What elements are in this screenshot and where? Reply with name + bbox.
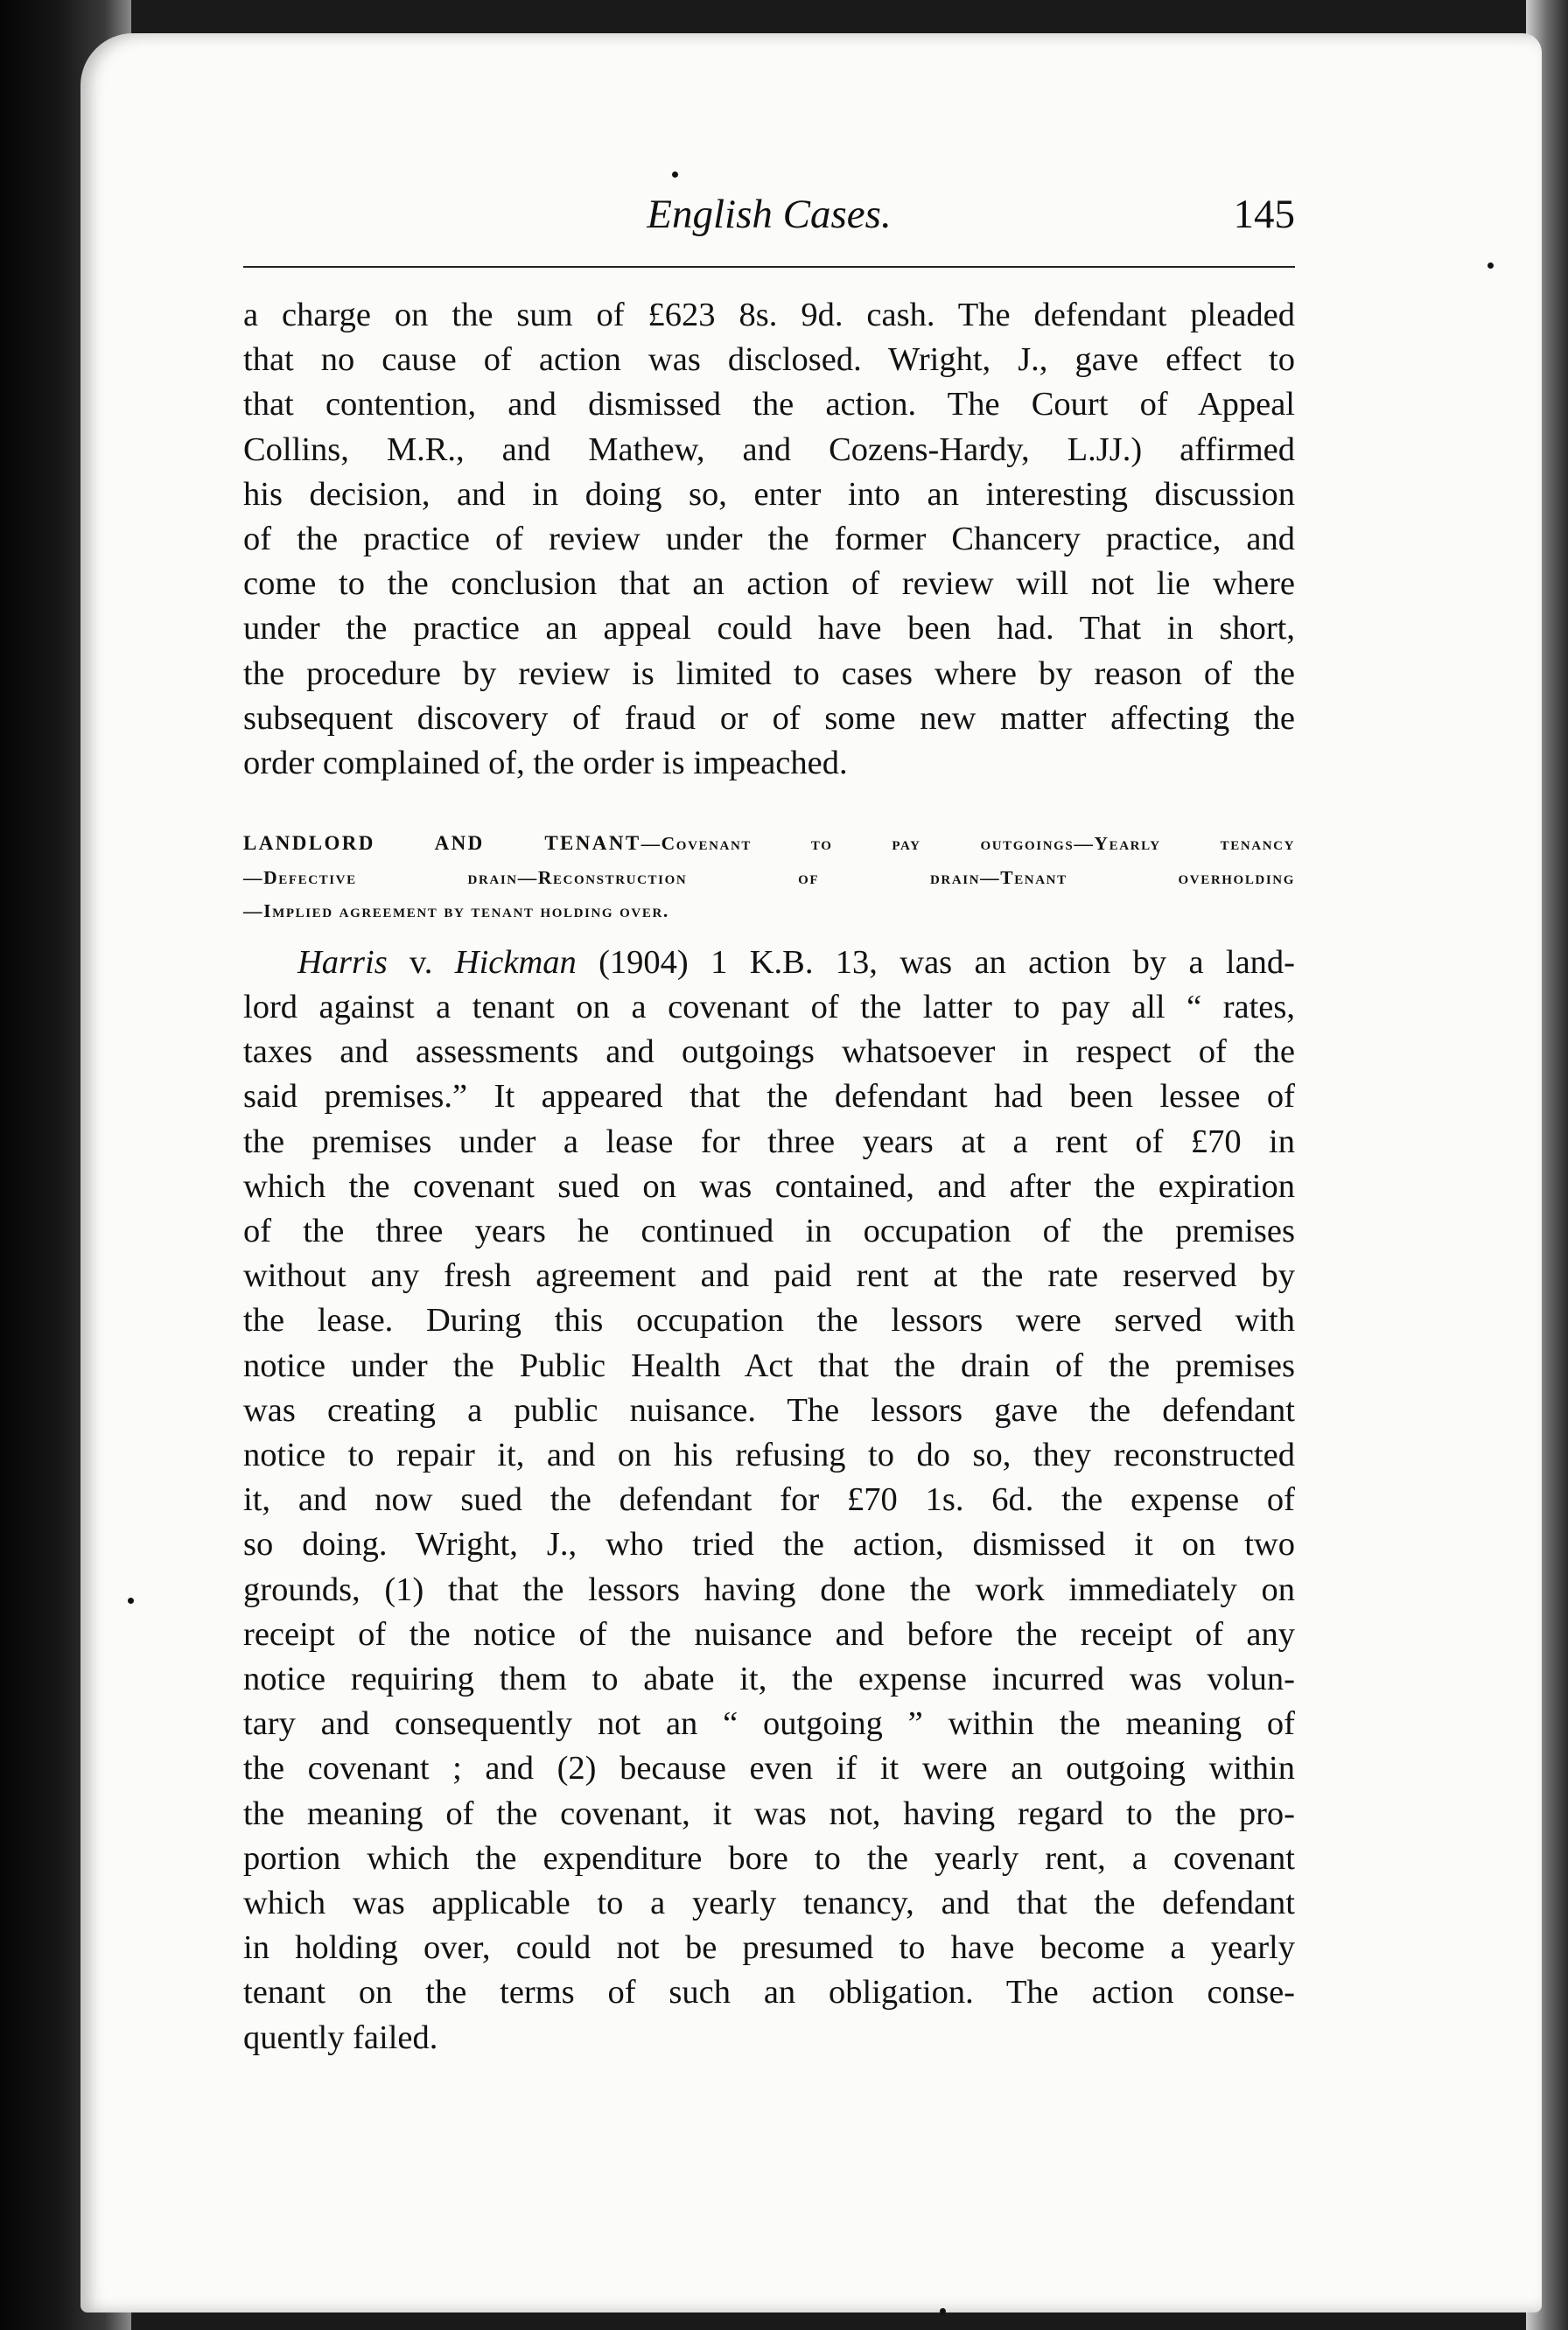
- text-line: the covenant ; and (2) because even if it were an outgoing within: [243, 1750, 1295, 1788]
- text-line: order complained of, the order is impeached.: [243, 745, 848, 782]
- text-line: without any fresh agreement and paid rent at the rate reserved by: [243, 1257, 1295, 1295]
- text-line: grounds, (1) that the lessors having done the work immediately on: [243, 1571, 1295, 1608]
- text-line: that contention, and dismissed the action. The Court of Appeal: [243, 386, 1295, 423]
- text-line: Collins, M.R., and Mathew, and Cozens-Hardy, L.JJ.) affirmed: [243, 430, 1295, 468]
- case-defendant: Hickman: [454, 943, 577, 981]
- text-line: the procedure by review is limited to cases where by reason of the: [243, 654, 1295, 692]
- text-line: was creating a public nuisance. The lessors gave the defendant: [243, 1391, 1295, 1429]
- text-line: subsequent discovery of fraud or of some new matter affecting the: [243, 699, 1295, 737]
- text-line: notice requiring them to abate it, the expense incurred was volun-: [243, 1660, 1295, 1697]
- running-title: English Cases.: [647, 192, 892, 237]
- text-line: the meaning of the covenant, it was not, having regard to the pro-: [243, 1795, 1295, 1832]
- text-line: of the three years he continued in occupation of the premises: [243, 1212, 1295, 1249]
- text-line: in holding over, could not be presumed to have become a yearly: [243, 1929, 1295, 1967]
- text-line: the lease. During this occupation the lessors were served with: [243, 1302, 1295, 1340]
- text-line: taxes and assessments and outgoings whatsoever in respect of the: [243, 1033, 1295, 1071]
- text-line: of the practice of review under the former Chancery practice, and: [243, 521, 1295, 558]
- text-line: come to the conclusion that an action of review will not lie where: [243, 565, 1295, 603]
- scan-speck: [128, 1598, 134, 1604]
- paragraph-previous-case: [243, 293, 1295, 786]
- heading-line: —Defective drain—Reconstruction of drain—Tenant overholding: [243, 866, 1295, 888]
- text-line: notice under the Public Health Act that the drain of the premises: [243, 1347, 1295, 1384]
- text-line: his decision, and in doing so, enter into an interesting discussion: [243, 475, 1295, 513]
- text-line: notice to repair it, and on his refusing to do so, they reconstructed: [243, 1436, 1295, 1473]
- text-line: it, and now sued the defendant for £70 1s. 6d. the expense of: [243, 1481, 1295, 1519]
- text-line: which the covenant sued on was contained, and after the expiration: [243, 1167, 1295, 1205]
- text-line: tary and consequently not an “ outgoing ” within the meaning of: [243, 1705, 1295, 1743]
- paragraph-harris-v-hickman: [243, 941, 1295, 2061]
- text-line: a charge on the sum of £623 8s. 9d. cash. The defendant pleaded: [243, 297, 1295, 333]
- text-line: said premises.” It appeared that the defendant had been lessee of: [243, 1078, 1295, 1116]
- text-line-case-name: [243, 941, 1295, 985]
- text-line: tenant on the terms of such an obligation. The action conse-: [243, 1974, 1295, 2012]
- body-text: [243, 293, 1295, 2061]
- text-line: so doing. Wright, J., who tried the action, dismissed it on two: [243, 1526, 1295, 1564]
- heading-subject: —Covenant to pay outgoings—Yearly tenancy: [640, 833, 1295, 855]
- text-line: the premises under a lease for three years at a rent of £70 in: [243, 1123, 1295, 1160]
- page-header: [243, 157, 1295, 271]
- case-versus: v.: [387, 943, 455, 981]
- text-line: portion which the expenditure bore to the yearly rent, a covenant: [243, 1839, 1295, 1877]
- page-number: 145: [1233, 192, 1295, 237]
- header-rule: [243, 266, 1295, 268]
- scan-speck: [940, 2308, 946, 2314]
- text-line: that no cause of action was disclosed. Wright, J., gave effect to: [243, 341, 1295, 379]
- text-line: under the practice an appeal could have been had. That in short,: [243, 610, 1295, 647]
- scan-speck: [1488, 262, 1494, 269]
- case-citation: (1904) 1 K.B. 13, was an action by a land-: [576, 943, 1295, 981]
- text-line: lord against a tenant on a covenant of the latter to pay all “ rates,: [243, 988, 1295, 1025]
- heading-line: [243, 827, 1295, 861]
- case-plaintiff: Harris: [298, 943, 388, 981]
- text-line: which was applicable to a yearly tenancy, and that the defendant: [243, 1885, 1295, 1921]
- heading-line: —Implied agreement by tenant holding over.: [243, 900, 669, 922]
- text-line: quently failed.: [243, 2019, 438, 2056]
- heading-lead: LANDLORD AND TENANT: [243, 832, 641, 855]
- section-heading: [243, 827, 1295, 928]
- text-line: receipt of the notice of the nuisance and before the receipt of any: [243, 1615, 1295, 1653]
